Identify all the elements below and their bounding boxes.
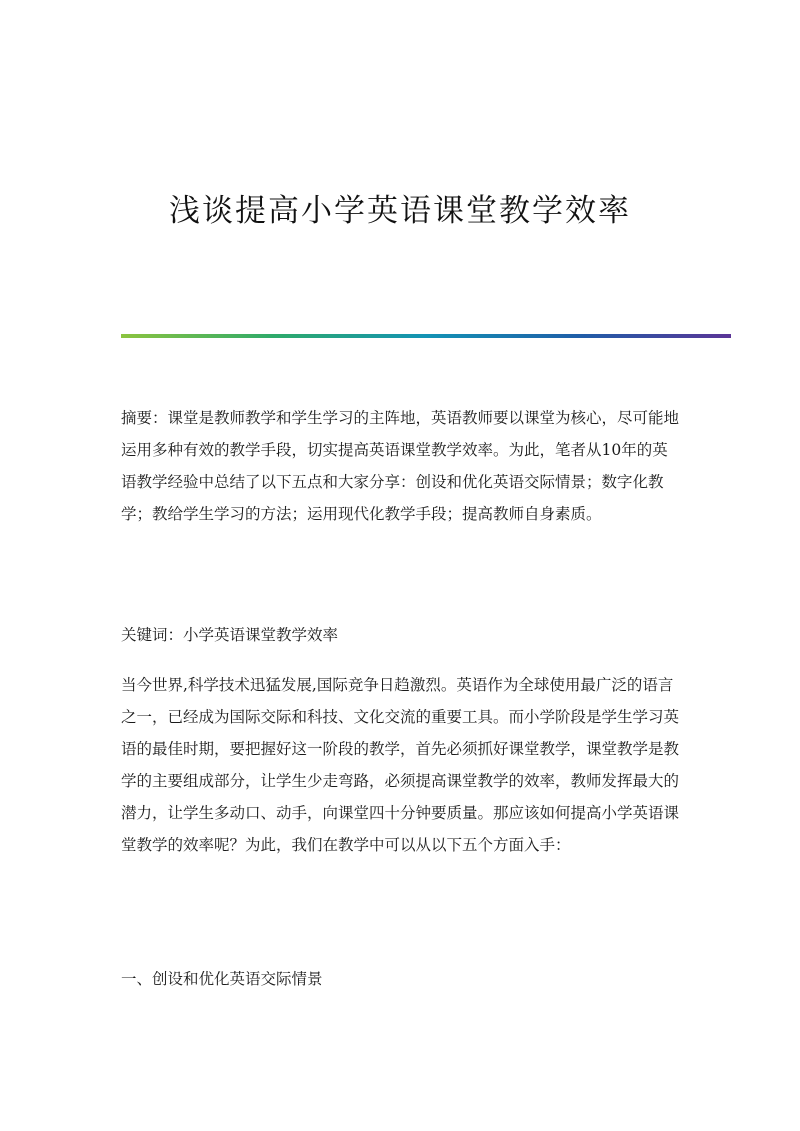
keywords-line: 关键词：小学英语课堂教学效率 xyxy=(121,626,339,644)
page-title: 浅谈提高小学英语课堂教学效率 xyxy=(169,193,631,229)
title-divider xyxy=(121,334,731,338)
intro-paragraph: 当今世界,科学技术迅猛发展,国际竞争日趋激烈。英语作为全球使用最广泛的语言之一，已经成为国际交际和科技、文化交流的重要工具。而小学阶段是学生学习英语的最佳时期，要把握好这一阶段的教学，首先必须抓好课堂教学，课堂教学是教学的主要组成部分，让学生少走弯路，必须提高课堂教学的效率，教师发挥最大的潜力，让学生多动口、动手，向课堂四十分钟要质量。那应该如何提高小学英语课堂教学的效率呢？为此，我们在教学中可以从以下五个方面入手： xyxy=(121,676,680,854)
section-heading: 一、创设和优化英语交际情景 xyxy=(121,970,323,988)
abstract-paragraph: 摘要：课堂是教师教学和学生学习的主阵地，英语教师要以课堂为核心，尽可能地运用多种有效的教学手段，切实提高英语课堂教学效率。为此，笔者从10年的英语教学经验中总结了以下五点和大家分享：创设和优化英语交际情景；数字化教学；教给学生学习的方法；运用现代化教学手段；提高教师自身素质。 xyxy=(121,409,680,523)
